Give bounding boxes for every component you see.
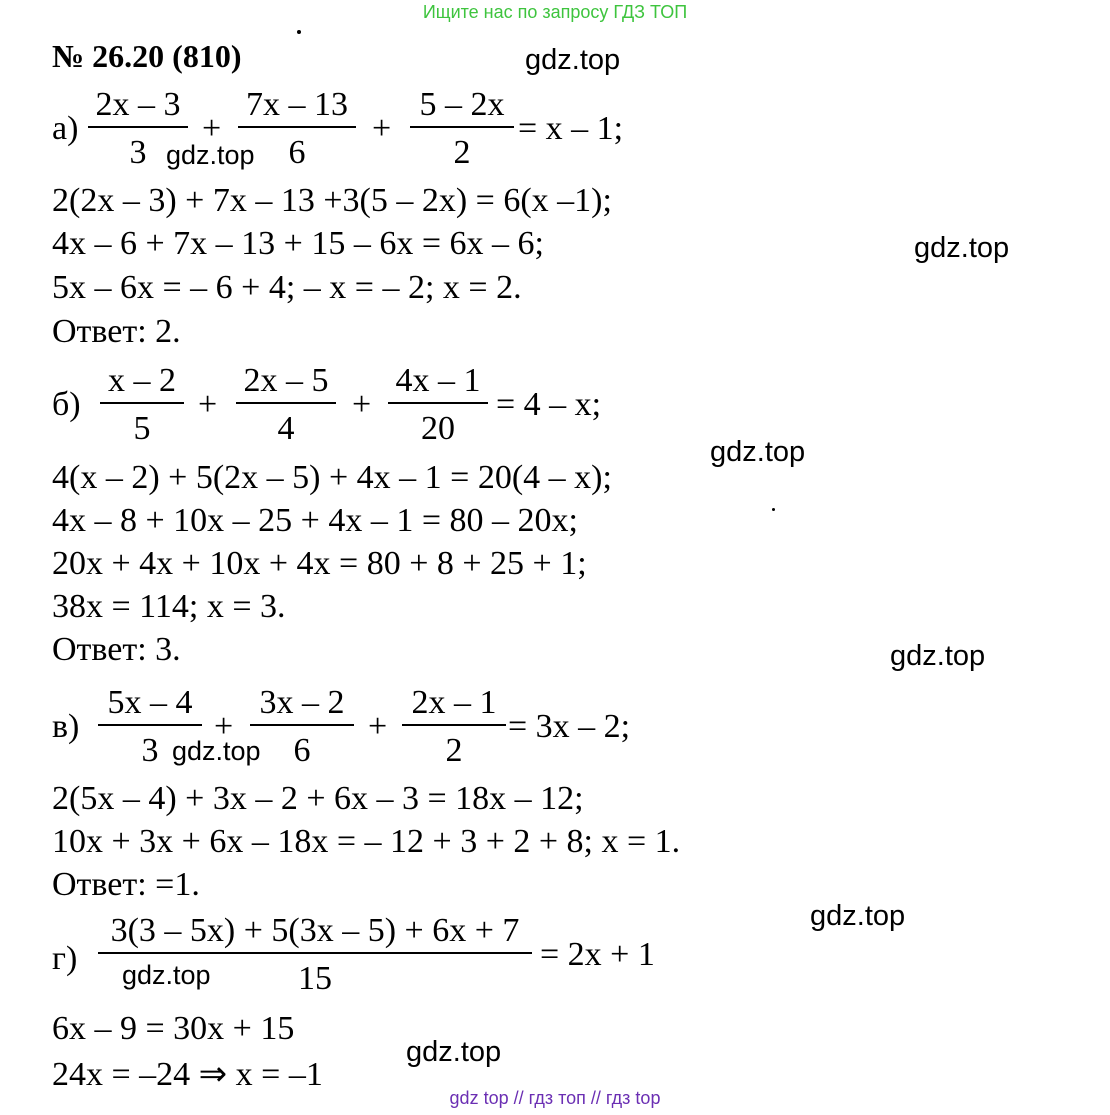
fraction-bar [236, 402, 336, 404]
fraction-numerator: 5 – 2x [419, 86, 505, 123]
part-a-step-2: 4x – 6 + 7x – 13 + 15 – 6x = 6x – 6; [52, 225, 544, 262]
part-v-label: в) [52, 708, 80, 745]
part-b-fraction-3 [388, 362, 488, 448]
fraction-denominator: 3 [141, 732, 159, 769]
watermark: gdz.top [525, 44, 621, 76]
plus-sign: + [352, 386, 372, 423]
watermark: gdz.top [406, 1036, 502, 1068]
part-a-step-3: 5x – 6x = – 6 + 4; – x = – 2; x = 2. [52, 269, 522, 306]
part-g-step-2: 24x = –24 ⇒ x = –1 [52, 1056, 323, 1093]
part-v-step-1: 2(5x – 4) + 3x – 2 + 6x – 3 = 18x – 12; [52, 780, 584, 817]
watermark: gdz.top [172, 736, 261, 766]
fraction-numerator: 7x – 13 [246, 86, 348, 123]
plus-sign: + [202, 110, 222, 147]
fraction-denominator: 6 [288, 134, 306, 171]
plus-sign: + [214, 708, 234, 745]
part-b-fraction-1 [100, 362, 184, 448]
fraction-numerator: 3x – 2 [259, 684, 345, 721]
fraction-denominator: 2 [445, 732, 463, 769]
fraction-bar [388, 402, 488, 404]
part-b-step-3: 20x + 4x + 10x + 4x = 80 + 8 + 25 + 1; [52, 545, 587, 582]
part-b-step-2: 4x – 8 + 10x – 25 + 4x – 1 = 80 – 20x; [52, 502, 578, 539]
ink-speck [772, 508, 775, 511]
part-g-step-1: 6x – 9 = 30x + 15 [52, 1010, 295, 1047]
fraction-bar [98, 724, 202, 726]
problem-title: № 26.20 (810) [52, 38, 242, 74]
plus-sign: + [372, 110, 392, 147]
part-a-fraction-3 [410, 86, 514, 172]
part-v-fraction-2 [250, 684, 354, 770]
fraction-numerator: 5x – 4 [107, 684, 193, 721]
fraction-bar [250, 724, 354, 726]
fraction-denominator: 15 [298, 960, 332, 997]
part-b-step-4: 38x = 114; x = 3. [52, 588, 286, 625]
fraction-bar [100, 402, 184, 404]
part-g-label: г) [52, 940, 78, 977]
fraction-denominator: 2 [453, 134, 471, 171]
part-b-fraction-2 [236, 362, 336, 448]
fraction-numerator: 2x – 5 [243, 362, 329, 399]
plus-sign: + [368, 708, 388, 745]
part-v-fraction-3 [402, 684, 506, 770]
fraction-numerator: 2x – 1 [411, 684, 497, 721]
plus-sign: + [198, 386, 218, 423]
footer-links[interactable]: gdz top // гдз топ // гдз top [449, 1088, 661, 1108]
fraction-numerator: 3(3 – 5x) + 5(3x – 5) + 6x + 7 [110, 912, 520, 949]
part-b-rhs: = 4 – x; [496, 386, 602, 423]
fraction-bar [410, 126, 514, 128]
part-a-fraction-2 [238, 86, 356, 172]
fraction-denominator: 5 [133, 410, 151, 447]
part-a-rhs: = x – 1; [518, 110, 624, 147]
fraction-bar [98, 952, 532, 954]
watermark: gdz.top [166, 140, 255, 170]
ink-speck [297, 30, 301, 34]
fraction-denominator: 3 [129, 134, 147, 171]
fraction-denominator: 6 [293, 732, 311, 769]
fraction-numerator: x – 2 [108, 362, 176, 399]
watermark: gdz.top [914, 232, 1010, 264]
fraction-denominator: 20 [421, 410, 455, 447]
fraction-bar [402, 724, 506, 726]
part-a-answer: Ответ: 2. [52, 313, 181, 350]
part-v-step-2: 10x + 3x + 6x – 18x = – 12 + 3 + 2 + 8; x = 1. [52, 823, 681, 860]
part-a-step-1: 2(2x – 3) + 7x – 13 +3(5 – 2x) = 6(x –1); [52, 182, 612, 219]
part-v-rhs: = 3x – 2; [508, 708, 631, 745]
fraction-denominator: 4 [277, 410, 295, 447]
fraction-numerator: 4x – 1 [395, 362, 481, 399]
search-banner[interactable]: Ищите нас по запросу ГДЗ ТОП [422, 2, 688, 22]
part-g-rhs: = 2x + 1 [540, 936, 655, 973]
watermark: gdz.top [710, 436, 806, 468]
part-b-label: б) [52, 386, 81, 423]
watermark: gdz.top [810, 900, 906, 932]
watermark: gdz.top [890, 640, 986, 672]
fraction-bar [88, 126, 188, 128]
part-v-answer: Ответ: =1. [52, 866, 200, 903]
fraction-bar [238, 126, 356, 128]
part-b-answer: Ответ: 3. [52, 631, 181, 668]
part-b-step-1: 4(x – 2) + 5(2x – 5) + 4x – 1 = 20(4 – x); [52, 459, 612, 496]
watermark: gdz.top [122, 960, 211, 990]
part-a-label: а) [52, 110, 79, 147]
fraction-numerator: 2x – 3 [95, 86, 181, 123]
